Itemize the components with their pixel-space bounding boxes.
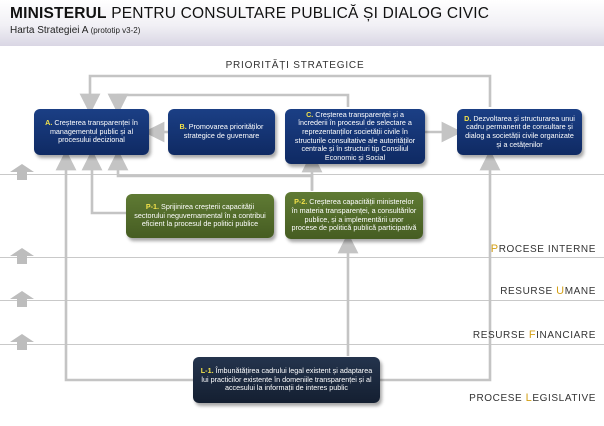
band-label-legislative-processes: PROCESE LEGISLATIVE bbox=[469, 392, 596, 404]
process-box-p1[interactable]: P-1. Sprijinirea creșterii capacității sectorului neguvernamental în a contribui eficient la procesul de politici publice bbox=[126, 194, 274, 238]
arrow-c-to-a bbox=[118, 95, 348, 107]
band-label-human-resources: RESURSE UMANE bbox=[500, 285, 596, 297]
priority-box-c[interactable]: C. Creșterea transparenței și a încrederii în procesul de selectare a reprezentanților societății civile în structurile consultative ale autorităților centrale și în structuri tip Consiliul Economic și Social bbox=[285, 109, 425, 164]
arrow-d-to-a bbox=[90, 76, 490, 107]
band-label-internal-processes: PROCESE INTERNE bbox=[490, 243, 596, 255]
process-box-p2[interactable]: P-2. Creșterea capacității ministerelor în materia transparenței, a consultărilor publice, și a implementării unor procese de politică publică participativă bbox=[285, 192, 423, 239]
priority-box-a[interactable]: A. Creșterea transparenței în managementul public și al procesului decizional bbox=[34, 109, 149, 155]
page-title: MINISTERUL PENTRU CONSULTARE PUBLICĂ ȘI DIALOG CIVIC bbox=[10, 5, 490, 22]
arrow-p1-to-a bbox=[92, 160, 126, 213]
priority-box-b[interactable]: B. Promovarea priorităților strategice de guvernare bbox=[168, 109, 275, 155]
page-subtitle: Harta Strategiei A (prototip v3-2) bbox=[10, 25, 141, 36]
legislative-box-l1[interactable]: L-1. Îmbunătățirea cadrului legal existent și adaptarea lui practicilor existente în domeniile transparenței și al accesului la informații de interes public bbox=[193, 357, 380, 403]
band-label-financial-resources: RESURSE FINANCIARE bbox=[472, 329, 596, 341]
strategic-priorities-label: PRIORITĂȚI STRATEGICE bbox=[225, 60, 365, 71]
arrow-p2-to-a bbox=[118, 160, 312, 190]
priority-box-d[interactable]: D. Dezvoltarea și structurarea unui cadru permanent de consultare și dialog a societății civile organizate și a cetățenilor bbox=[457, 109, 582, 155]
arrow-l1-to-a bbox=[66, 160, 193, 380]
